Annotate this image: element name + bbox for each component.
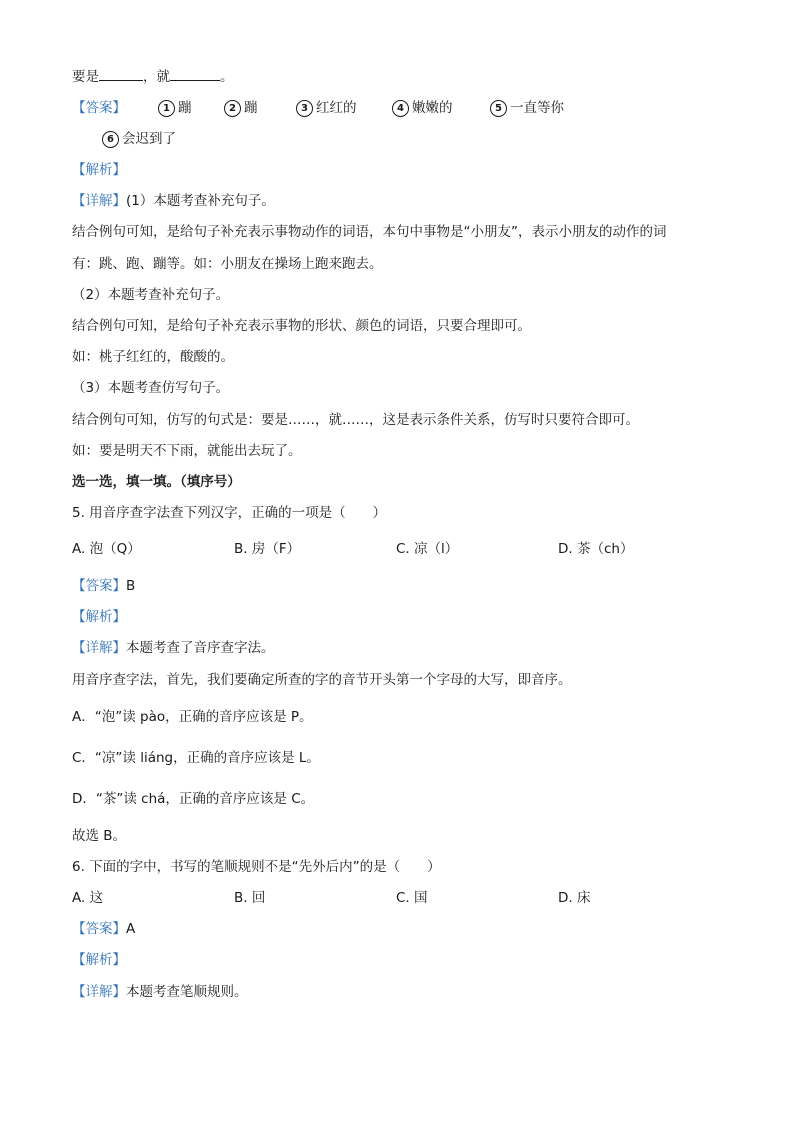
q4-detail-line-4: （2）本题考查补充句子。	[72, 287, 230, 303]
blank-2	[170, 66, 220, 81]
q4-detail-line-6: 如：桃子红红的，酸酸的。	[72, 349, 234, 365]
answer-item-1: 1 蹦	[158, 98, 192, 118]
q5-detail-line-1: 【详解】本题考查了音序查字法。	[72, 640, 275, 656]
q5-detail-line-4: C．“凉”读 liáng，正确的音序应该是 L。	[72, 750, 320, 766]
answer-label: 【答案】	[72, 100, 126, 116]
q5-option-b: B. 房（F）	[234, 541, 301, 557]
q5-analysis-label: 【解析】	[72, 609, 126, 625]
q6-option-c: C. 国	[396, 890, 428, 906]
q4-detail-line-9: 如：要是明天不下雨，就能出去玩了。	[72, 443, 302, 459]
answer-item-5: 5 一直等你	[490, 98, 564, 118]
q5-detail-line-3: A．“泡”读 pào，正确的音序应该是 P。	[72, 709, 313, 725]
q4-answer	[72, 98, 712, 120]
q5-question: 5. 用音序查字法查下列汉字，正确的一项是（ ）	[72, 505, 387, 521]
q4-analysis-label: 【解析】	[72, 162, 126, 178]
q5-detail-line-6: 故选 B。	[72, 828, 127, 844]
q6-question: 6. 下面的字中，书写的笔顺规则不是“先外后内”的是（ ）	[72, 859, 441, 875]
q5-option-c: C. 凉（l）	[396, 541, 459, 557]
q5-detail-line-2: 用音序查字法，首先，我们要确定所查的字的音节开头第一个字母的大写，即音序。	[72, 672, 572, 688]
answer-item-6: 6 会迟到了	[102, 129, 176, 149]
q4-detail-line-8: 结合例句可知，仿写的句式是：要是……，就……，这是表示条件关系，仿写时只要符合即可。	[72, 412, 639, 428]
answer-item-4: 4 嫩嫩的	[392, 98, 453, 118]
q4-fill-sentence: 要是 ，就 。	[72, 66, 234, 87]
blank-1	[99, 66, 143, 81]
q6-options	[72, 888, 712, 910]
q6-option-a: A. 这	[72, 890, 104, 906]
q6-detail-line: 【详解】本题考查笔顺规则。	[72, 984, 248, 1000]
q6-option-b: B. 回	[234, 890, 266, 906]
answer-item-3: 3 红红的	[296, 98, 357, 118]
q6-analysis-label: 【解析】	[72, 952, 126, 968]
q4-detail-line-5: 结合例句可知，是给句子补充表示事物的形状、颜色的词语，只要合理即可。	[72, 318, 531, 334]
q5-options	[72, 539, 712, 561]
q5-option-a: A. 泡（Q）	[72, 541, 141, 557]
section-title: 选一选，填一填。（填序号）	[72, 474, 241, 490]
answer-item-2: 2 蹦	[224, 98, 258, 118]
q6-answer: 【答案】A	[72, 921, 136, 937]
q5-answer: 【答案】B	[72, 578, 136, 594]
q6-option-d: D. 床	[558, 890, 591, 906]
q5-detail-line-5: D．“茶”读 chá，正确的音序应该是 C。	[72, 791, 315, 807]
q4-detail-line-2: 结合例句可知，是给句子补充表示事物动作的词语，本句中事物是“小朋友”，表示小朋友的动作的词	[72, 224, 667, 240]
q4-detail-line-1: 【详解】(1）本题考查补充句子。	[72, 193, 275, 209]
q5-option-d: D. 茶（ch）	[558, 541, 634, 557]
q4-detail-line-7: （3）本题考查仿写句子。	[72, 380, 230, 396]
q4-detail-line-3: 有：跳、跑、蹦等。如：小朋友在操场上跑来跑去。	[72, 256, 383, 272]
